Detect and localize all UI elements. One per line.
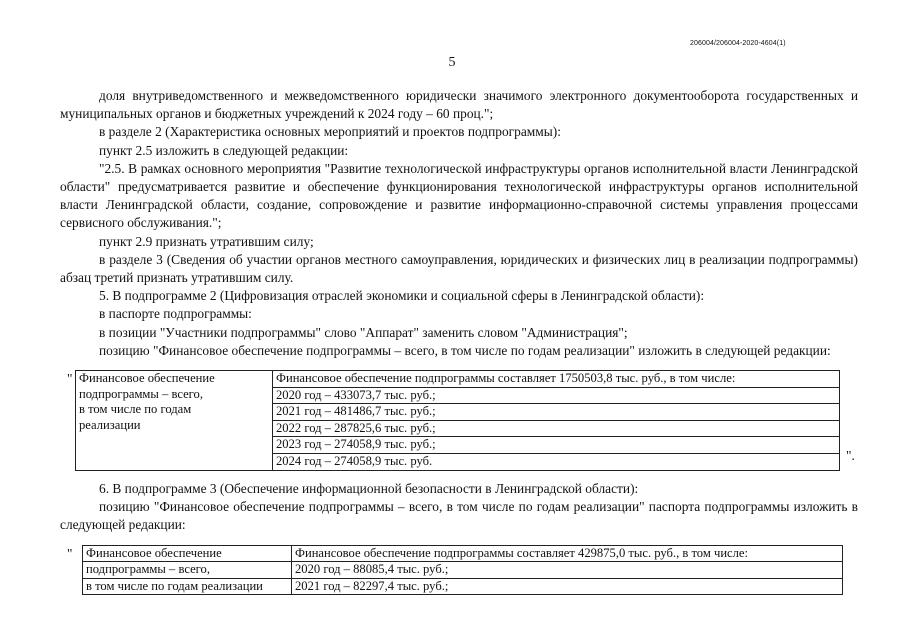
- open-quote: ": [67, 545, 73, 561]
- cell-line: Финансовое обеспечение подпрограммы составляет 1750503,8 тыс. руб., в том числе:: [276, 371, 736, 386]
- document-id: 206004/206004-2020-4604(1): [690, 40, 786, 47]
- table-cell-values: [292, 545, 843, 595]
- paragraph: в паспорте подпрограммы:: [99, 306, 252, 322]
- cell-line: в том числе по годам реализации: [83, 578, 291, 595]
- cell-line: 2022 год – 287825,6 тыс. руб.;: [273, 420, 839, 437]
- cell-line: 2024 год – 274058,9 тыс. руб.: [273, 453, 839, 470]
- table-cell-values: [273, 371, 840, 471]
- cell-line: подпрограммы – всего,: [83, 561, 291, 578]
- cell-line: Финансовое обеспечение: [86, 545, 222, 560]
- close-quote: ".: [846, 448, 855, 464]
- cell-line: в том числе по годам: [79, 402, 192, 417]
- financing-table-2-block: [60, 545, 858, 597]
- cell-line: 2020 год – 88085,4 тыс. руб.;: [292, 561, 842, 578]
- paragraph: позицию "Финансовое обеспечение подпрограммы – всего, в том числе по годам реализации" паспорта подпрограммы изложить в следующей редакции:: [60, 499, 858, 533]
- paragraph: пункт 2.9 признать утратившим силу;: [99, 233, 314, 249]
- section-heading: 5. В подпрограмме 2 (Цифровизация отраслей экономики и социальной сферы в Ленинградской области):: [99, 288, 705, 304]
- cell-line: 2021 год – 481486,7 тыс. руб.;: [273, 403, 839, 420]
- cell-line: подпрограммы – всего,: [79, 386, 203, 401]
- financing-table-1: [75, 370, 840, 471]
- table-cell-label: [76, 371, 273, 471]
- paragraph: в позиции "Участники подпрограммы" слово "Аппарат" заменить словом "Администрация";: [99, 324, 628, 340]
- document-body: [60, 87, 858, 597]
- paragraph: "2.5. В рамках основного мероприятия "Развитие технологической инфраструктуры органов исполнительной власти Ленинградской области" предусматривается развитие и обеспечение функционирования технологической инфраструктуры органов исполнительной власти Ленинградской области, создание, сопровождение и развитие информационно-справочной системы управления процессами сервисного обслуживания.";: [60, 160, 858, 231]
- paragraph: позицию "Финансовое обеспечение подпрограммы – всего, в том числе по годам реализации" изложить в следующей редакции:: [99, 342, 831, 358]
- cell-line: Финансовое обеспечение: [79, 371, 215, 386]
- paragraph: доля внутриведомственного и межведомственного юридически значимого электронного документооборота государственных и муниципальных органов и бюджетных учреждений к 2024 году – 60 проц.";: [60, 88, 858, 122]
- open-quote: ": [67, 371, 73, 387]
- cell-line: Финансовое обеспечение подпрограммы составляет 429875,0 тыс. руб., в том числе:: [295, 545, 749, 560]
- cell-line: 2020 год – 433073,7 тыс. руб.;: [273, 387, 839, 404]
- page-number: 5: [448, 55, 456, 70]
- table-row: [83, 545, 843, 595]
- paragraph: пункт 2.5 изложить в следующей редакции:: [99, 142, 349, 158]
- financing-table-2: [82, 545, 843, 596]
- paragraph: в разделе 2 (Характеристика основных мероприятий и проектов подпрограммы):: [99, 124, 561, 140]
- table-cell-label: [83, 545, 292, 595]
- section-heading: 6. В подпрограмме 3 (Обеспечение информационной безопасности в Ленинградской области):: [99, 481, 639, 497]
- table-row: [76, 371, 840, 471]
- cell-line: 2023 год – 274058,9 тыс. руб.;: [273, 436, 839, 453]
- paragraph: в разделе 3 (Сведения об участии органов местного самоуправления, юридических и физических лиц в реализации подпрограммы) абзац третий признать утратившим силу.: [60, 251, 858, 286]
- cell-line: 2021 год – 82297,4 тыс. руб.;: [292, 578, 842, 595]
- financing-table-1-block: [60, 370, 858, 469]
- cell-line: реализации: [79, 417, 141, 432]
